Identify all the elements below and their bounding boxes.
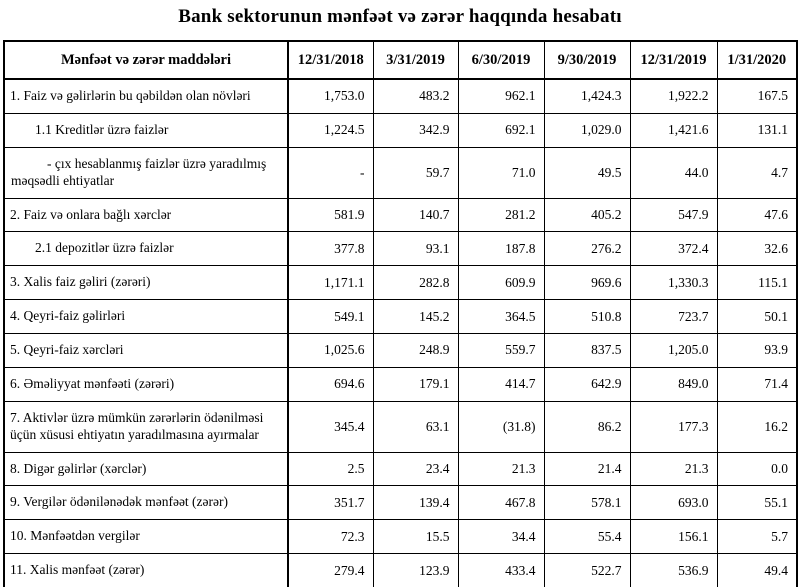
row-value: 71.4 (717, 367, 797, 401)
header-date-column: 12/31/2018 (288, 41, 373, 79)
row-value: 1,922.2 (630, 79, 717, 113)
table-row (4, 232, 797, 266)
row-value: 522.7 (544, 554, 630, 587)
row-value: 414.7 (458, 367, 544, 401)
row-value: 63.1 (373, 401, 458, 452)
row-value: 1,330.3 (630, 266, 717, 300)
row-value: 140.7 (373, 198, 458, 232)
row-value: 72.3 (288, 520, 373, 554)
row-value: 1,424.3 (544, 79, 630, 113)
row-value: 609.9 (458, 266, 544, 300)
row-value: 177.3 (630, 401, 717, 452)
table-row (4, 334, 797, 368)
row-value: 115.1 (717, 266, 797, 300)
row-value: 0.0 (717, 452, 797, 486)
row-value: 1,205.0 (630, 334, 717, 368)
row-value: 179.1 (373, 367, 458, 401)
row-value: 1,025.6 (288, 334, 373, 368)
row-value: 281.2 (458, 198, 544, 232)
row-value: 167.5 (717, 79, 797, 113)
row-value: 969.6 (544, 266, 630, 300)
row-value: 694.6 (288, 367, 373, 401)
row-value: 2.5 (288, 452, 373, 486)
row-value: 849.0 (630, 367, 717, 401)
header-items-column: Mənfəət və zərər maddələri (4, 41, 288, 79)
row-value: 93.1 (373, 232, 458, 266)
row-value: 549.1 (288, 300, 373, 334)
table-row (4, 554, 797, 587)
row-value: 1,753.0 (288, 79, 373, 113)
table-row (4, 79, 797, 113)
row-value: 21.3 (458, 452, 544, 486)
row-value: 44.0 (630, 147, 717, 198)
row-value: 405.2 (544, 198, 630, 232)
row-value: 372.4 (630, 232, 717, 266)
row-value: (31.8) (458, 401, 544, 452)
row-value: 145.2 (373, 300, 458, 334)
row-value: 32.6 (717, 232, 797, 266)
row-label: 7. Aktivlər üzrə mümkün zərərlərin ödənilməsi üçün xüsusi ehtiyatın yaradılmasına ayırmalar (4, 401, 288, 452)
row-label: 11. Xalis mənfəət (zərər) (4, 554, 288, 587)
row-value: 5.7 (717, 520, 797, 554)
row-value: 351.7 (288, 486, 373, 520)
row-label: 3. Xalis faiz gəliri (zərəri) (4, 266, 288, 300)
header-date-column: 9/30/2019 (544, 41, 630, 79)
row-value: 693.0 (630, 486, 717, 520)
row-label: 8. Digər gəlirlər (xərclər) (4, 452, 288, 486)
row-label: 1.1 Kreditlər üzrə faizlər (4, 113, 288, 147)
row-label: 10. Mənfəətdən vergilər (4, 520, 288, 554)
table-row (4, 367, 797, 401)
row-label: 5. Qeyri-faiz xərcləri (4, 334, 288, 368)
row-value: 345.4 (288, 401, 373, 452)
table-row (4, 520, 797, 554)
row-value: 433.4 (458, 554, 544, 587)
row-value: - (288, 147, 373, 198)
row-label: 2. Faiz və onlara bağlı xərclər (4, 198, 288, 232)
row-value: 248.9 (373, 334, 458, 368)
row-value: 282.8 (373, 266, 458, 300)
table-row (4, 452, 797, 486)
row-value: 483.2 (373, 79, 458, 113)
row-value: 15.5 (373, 520, 458, 554)
row-value: 49.4 (717, 554, 797, 587)
header-date-column: 6/30/2019 (458, 41, 544, 79)
row-label: 4. Qeyri-faiz gəlirləri (4, 300, 288, 334)
row-value: 837.5 (544, 334, 630, 368)
table-row (4, 113, 797, 147)
row-value: 21.3 (630, 452, 717, 486)
table-row (4, 300, 797, 334)
row-value: 962.1 (458, 79, 544, 113)
row-label: - çıx hesablanmış faizlər üzrə yaradılmış məqsədli ehtiyatlar (4, 147, 288, 198)
row-value: 1,029.0 (544, 113, 630, 147)
row-value: 1,421.6 (630, 113, 717, 147)
table-row (4, 198, 797, 232)
row-value: 131.1 (717, 113, 797, 147)
row-label: 6. Əməliyyat mənfəəti (zərəri) (4, 367, 288, 401)
row-value: 139.4 (373, 486, 458, 520)
row-value: 50.1 (717, 300, 797, 334)
header-date-column: 3/31/2019 (373, 41, 458, 79)
row-value: 377.8 (288, 232, 373, 266)
row-value: 34.4 (458, 520, 544, 554)
row-value: 547.9 (630, 198, 717, 232)
row-value: 1,171.1 (288, 266, 373, 300)
row-value: 16.2 (717, 401, 797, 452)
row-value: 467.8 (458, 486, 544, 520)
page-title: Bank sektorunun mənfəət və zərər haqqında hesabatı (178, 6, 622, 27)
row-value: 47.6 (717, 198, 797, 232)
row-value: 23.4 (373, 452, 458, 486)
row-value: 21.4 (544, 452, 630, 486)
row-value: 692.1 (458, 113, 544, 147)
row-label: 2.1 depozitlər üzrə faizlər (4, 232, 288, 266)
row-value: 723.7 (630, 300, 717, 334)
header-date-column: 12/31/2019 (630, 41, 717, 79)
table-row (4, 486, 797, 520)
table-row (4, 401, 797, 452)
row-value: 364.5 (458, 300, 544, 334)
row-value: 342.9 (373, 113, 458, 147)
row-value: 71.0 (458, 147, 544, 198)
row-value: 49.5 (544, 147, 630, 198)
table-row (4, 147, 797, 198)
row-value: 123.9 (373, 554, 458, 587)
row-value: 55.1 (717, 486, 797, 520)
row-value: 642.9 (544, 367, 630, 401)
header-date-column: 1/31/2020 (717, 41, 797, 79)
row-value: 559.7 (458, 334, 544, 368)
table-body (4, 79, 797, 587)
row-value: 187.8 (458, 232, 544, 266)
row-value: 536.9 (630, 554, 717, 587)
row-label: 9. Vergilər ödənilənədək mənfəət (zərər) (4, 486, 288, 520)
row-value: 93.9 (717, 334, 797, 368)
row-value: 581.9 (288, 198, 373, 232)
row-value: 578.1 (544, 486, 630, 520)
row-value: 156.1 (630, 520, 717, 554)
row-value: 59.7 (373, 147, 458, 198)
profit-loss-table (3, 40, 798, 587)
row-value: 279.4 (288, 554, 373, 587)
row-value: 4.7 (717, 147, 797, 198)
row-label: 1. Faiz və gəlirlərin bu qəbildən olan növləri (4, 79, 288, 113)
row-value: 86.2 (544, 401, 630, 452)
row-value: 55.4 (544, 520, 630, 554)
table-row (4, 266, 797, 300)
row-value: 510.8 (544, 300, 630, 334)
row-value: 1,224.5 (288, 113, 373, 147)
row-value: 276.2 (544, 232, 630, 266)
header-row (4, 41, 797, 79)
